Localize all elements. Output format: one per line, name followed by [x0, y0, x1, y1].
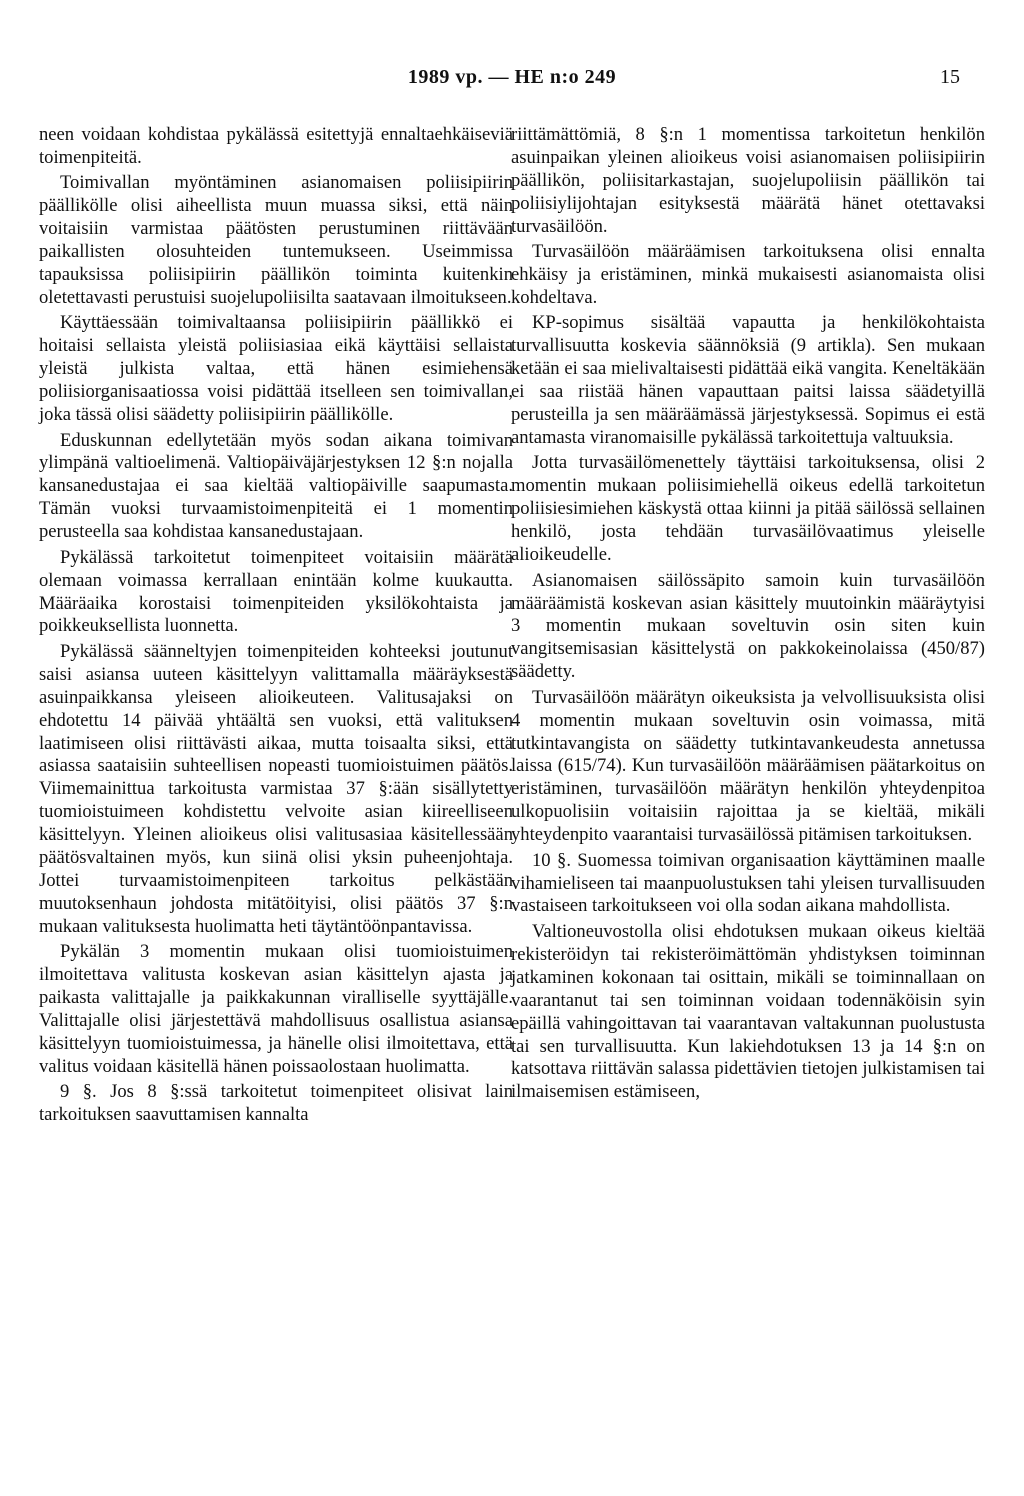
paragraph: Toimivallan myöntäminen asianomaisen poliisipiirin päällikölle olisi aiheellista muun muassa siksi, että näin voitaisiin varmistaa päätösten perustuminen riittävään paikallisten olosuhteiden tuntemukseen. Useimmissa tapauksissa poliisipiirin päällikön toiminta kuitenkin oletettavasti perustuisi suojelupoliisilta saatavaan ilmoitukseen.: [39, 172, 513, 308]
paragraph: 9 §. Jos 8 §:ssä tarkoitetut toimenpiteet olisivat lain tarkoituksen saavuttamisen kannalta: [39, 1081, 513, 1126]
paragraph: Turvasäilöön määräämisen tarkoituksena olisi ennalta ehkäisy ja eristäminen, minkä mukaisesti asianomaista olisi kohdeltava.: [511, 241, 985, 308]
left-column: [39, 124, 513, 1130]
right-column: [511, 124, 985, 1107]
paragraph: Pykälässä säänneltyjen toimenpiteiden kohteeksi joutunut saisi asiansa uuteen käsittelyyn valittamalla määräyksestä asuinpaikkansa yleiseen alioikeuteen. Valitusajaksi on ehdotettu 14 päivää yhtäältä sen vuoksi, että valituksen laatimiseen olisi riittävästi aikaa, mutta toisaalta siksi, että asiassa saataisiin suhteellisen nopeasti tuomioistuimen päätös. Viimemainittua tarkoitusta varmistaa 37 §:ään sisällytetty tuomioistuimeen kohdistettu velvoite asian kiireelliseen käsittelyyn. Yleinen alioikeus olisi valitusasiaa käsitellessään päätösvaltainen myös, kun siinä olisi yksin puheenjohtaja. Jottei turvaamistoimenpiteen tarkoitus pelkästään muutoksenhaun johdosta mitätöityisi, olisi päätös 37 §:n mukaan valituksesta huolimatta heti täytäntöönpantavissa.: [39, 640, 513, 937]
paragraph: Turvasäilöön määrätyn oikeuksista ja velvollisuuksista olisi 4 momentin mukaan soveltuvin osin voimassa, mitä tutkintavangista on säädetty tutkintavankeudesta annetussa laissa (615/74). Kun turvasäilöön määräämisen päätarkoitus on eristäminen, turvasäilöön määrätyn henkilön yhteydenpitoa ulkopuolisiin voitaisiin rajoittaa ja se kieltää, mikäli yhteydenpito vaarantaisi turvasäilössä pitämisen tarkoituksen.: [511, 686, 985, 846]
running-head: 1989 vp. — HE n:o 249: [407, 66, 617, 88]
paragraph: neen voidaan kohdistaa pykälässä esitettyjä ennaltaehkäiseviä toimenpiteitä.: [39, 124, 513, 168]
paragraph: 10 §. Suomessa toimivan organisaation käyttäminen maalle vihamieliseen tai maanpuolustuksen tahi yleisen turvallisuuden vastaiseen tarkoitukseen voi olla sodan aikana mahdollista.: [511, 849, 985, 917]
paragraph: Valtioneuvostolla olisi ehdotuksen mukaan oikeus kieltää rekisteröidyn tai rekisteröimättömän yhdistyksen toiminnan jatkaminen kokonaan tai osittain, mikäli se toiminnallaan on vaarantanut tai sen toiminnan voidaan todennäköisin syin epäillä vahingoittavan tai vaarantavan valtakunnan puolustusta tai sen turvallisuutta. Kun lakiehdotuksen 13 ja 14 §:n on katsottava riittävän salassa pidettävien tietojen julkistamisen tai ilmaisemisen estämiseen,: [511, 920, 985, 1103]
paragraph: Pykälän 3 momentin mukaan olisi tuomioistuimen ilmoitettava valitusta koskevan asian käsittelyn ajasta ja paikasta valittajalle ja paikkakunnan viralliselle syyttäjälle. Valittajalle olisi järjestettävä mahdollisuus osallistua asiansa käsittelyyn tuomioistuimessa, ja hänelle olisi ilmoitettava, että valitus voidaan käsitellä hänen poissaolostaan huolimatta.: [39, 941, 513, 1077]
paragraph: Jotta turvasäilömenettely täyttäisi tarkoituksensa, olisi 2 momentin mukaan poliisimiehellä oikeus edellä tarkoitetun poliisiesimiehen käskystä ottaa kiinni ja pitää säilössä sellainen henkilö, josta tehdään turvasäilövaatimus yleiselle alioikeudelle.: [511, 452, 985, 566]
paragraph: KP-sopimus sisältää vapautta ja henkilökohtaista turvallisuutta koskevia säännöksiä (9 artikla). Sen mukaan ketään ei saa mielivaltaisesti pidättää eikä vangita. Keneltäkään ei saa riistää hänen vapauttaan paitsi laissa säädetyillä perusteilla ja sen määräämässä järjestyksessä. Sopimus ei estä antamasta viranomaisille pykälässä tarkoitettuja valtuuksia.: [511, 312, 985, 448]
paragraph: riittämättömiä, 8 §:n 1 momentissa tarkoitetun henkilön asuinpaikan yleinen alioikeus voisi asianomaisen poliisipiirin päällikön, poliisitarkastajan, suojelupoliisin päällikön tai poliisiylijohtajan esityksestä määrätä hänet otettavaksi turvasäilöön.: [511, 124, 985, 237]
page-header: [0, 66, 1024, 102]
paragraph: Pykälässä tarkoitetut toimenpiteet voitaisiin määrätä olemaan voimassa kerrallaan enintään kolme kuukautta. Määräaika korostaisi toimenpiteiden yksilökohtaista ja poikkeuksellista luonnetta.: [39, 546, 513, 637]
paragraph: Asianomaisen säilössäpito samoin kuin turvasäilöön määräämistä koskevan asian käsittely muutoinkin määräytyisi 3 momentin mukaan soveltuvin osin siten kuin vangitsemisasian käsittelystä on pakkokeinolaissa (450/87) säädetty.: [511, 569, 985, 683]
paragraph: Eduskunnan edellytetään myös sodan aikana toimivan ylimpänä valtioelimenä. Valtiopäiväjärjestyksen 12 §:n nojalla kansanedustajaa ei saa kieltää valtiopäiville saapumasta. Tämän vuoksi turvaamistoimenpiteitä ei 1 momentin perusteella saa kohdistaa kansanedustajaan.: [39, 429, 513, 543]
page-number: 15: [940, 66, 960, 88]
paragraph: Käyttäessään toimivaltaansa poliisipiirin päällikkö ei hoitaisi sellaista yleistä poliisiasiaa eikä käyttäisi sellaista yleistä julkista valtaa, että hänen esimiehensä poliisiorganisaatiossa voisi pidättää itselleen sen toimivallan, joka tässä olisi säädetty poliisipiirin päällikölle.: [39, 312, 513, 426]
